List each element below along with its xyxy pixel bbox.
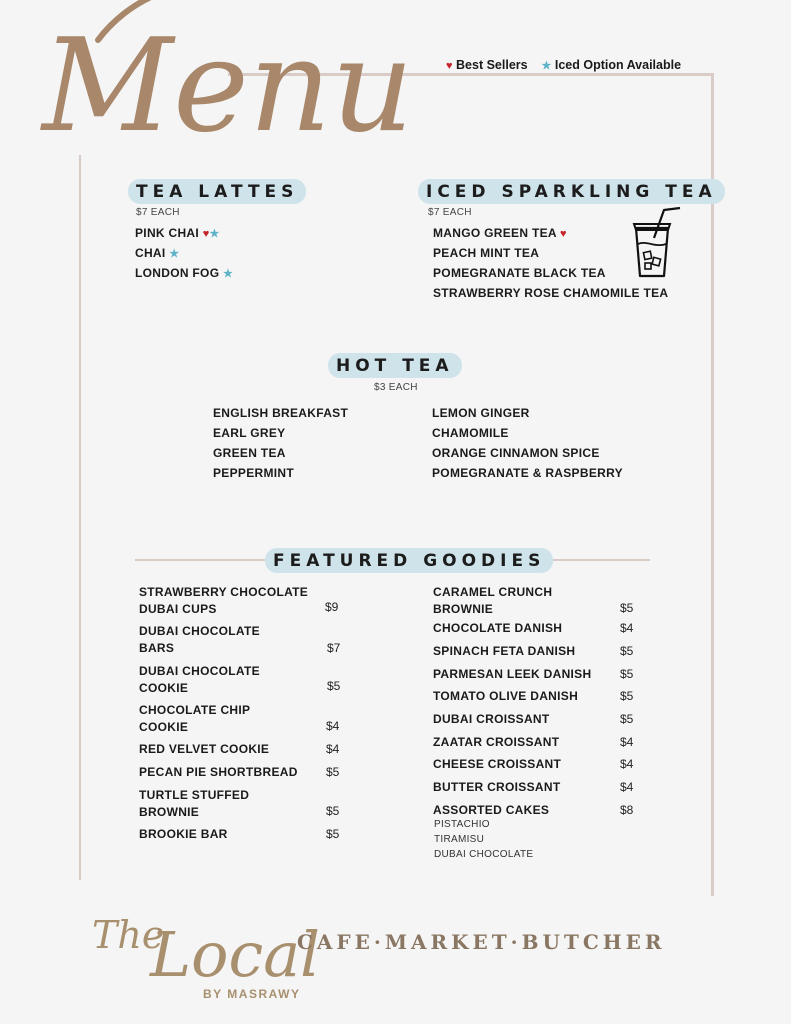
- tea-lattes-price: $7 EACH: [136, 207, 180, 218]
- iced-sparkling-heading: ICED SPARKLING TEA: [418, 179, 725, 204]
- goodie-price: $5: [327, 679, 341, 693]
- frame-left-line: [79, 155, 81, 880]
- goodie-price: $5: [620, 689, 634, 703]
- menu-item: POMEGRANATE BLACK TEA: [433, 266, 606, 280]
- menu-item: [135, 266, 233, 280]
- menu-item: GREEN TEA: [213, 446, 286, 460]
- hot-tea-heading: HOT TEA: [328, 353, 462, 378]
- tea-lattes-heading: TEA LATTES: [128, 179, 306, 204]
- item-label: STRAWBERRY CHOCOLATE: [139, 585, 309, 599]
- menu-item: [135, 226, 220, 240]
- by-masrawy: BY MASRAWY: [203, 987, 301, 1001]
- divider-left: [135, 559, 265, 561]
- goodie-price: $7: [327, 641, 341, 655]
- menu-item: CHAMOMILE: [432, 426, 509, 440]
- item-label-line2: COOKIE: [139, 681, 189, 695]
- goodie-item: [139, 664, 260, 695]
- star-icon: ★: [222, 268, 234, 280]
- goodie-item: [139, 703, 250, 734]
- menu-item: [135, 246, 179, 260]
- cake-flavor: TIRAMISU: [434, 834, 485, 845]
- goodie-price: $4: [326, 742, 340, 756]
- iced-sparkling-price: $7 EACH: [428, 207, 472, 218]
- item-label-line2: BARS: [139, 641, 175, 655]
- goodie-price: $9: [325, 600, 339, 614]
- item-label: CHOCOLATE CHIP: [139, 703, 251, 717]
- goodie-item: TOMATO OLIVE DANISH: [433, 689, 579, 703]
- heart-icon: ♥: [560, 228, 567, 240]
- menu-item: PEPPERMINT: [213, 466, 295, 480]
- cake-flavor: PISTACHIO: [434, 819, 490, 830]
- star-icon: ★: [169, 248, 180, 260]
- menu-item: ORANGE CINNAMON SPICE: [432, 446, 600, 460]
- iced-drink-icon: [628, 204, 686, 282]
- menu-script-title: [38, 0, 414, 180]
- item-label-line2: BROWNIE: [139, 805, 200, 819]
- item-label: CARAMEL CRUNCH: [433, 585, 553, 599]
- goodie-price: $5: [326, 804, 340, 818]
- goodie-price: $5: [620, 601, 634, 615]
- legend-best-sellers: Best Sellers: [456, 58, 528, 72]
- heart-icon: ♥: [202, 228, 210, 240]
- legend: [446, 58, 681, 72]
- hot-tea-price: $3 EACH: [374, 382, 418, 393]
- cake-flavor: DUBAI CHOCOLATE: [434, 849, 534, 860]
- goodie-price: $5: [326, 765, 340, 779]
- menu-item: EARL GREY: [213, 426, 286, 440]
- svg-text:Local: Local: [150, 918, 321, 991]
- brand-tagline: CAFE·MARKET·BUTCHER: [297, 930, 666, 954]
- heart-icon: ♥: [446, 60, 453, 72]
- menu-item: ENGLISH BREAKFAST: [213, 406, 349, 420]
- goodie-price: $4: [620, 735, 634, 749]
- item-label: CHAI: [135, 246, 166, 260]
- goodie-item: [139, 788, 249, 819]
- goodie-price: $5: [326, 827, 340, 841]
- item-label: DUBAI CHOCOLATE: [139, 624, 260, 638]
- menu-item: POMEGRANATE & RASPBERRY: [432, 466, 623, 480]
- item-label: TURTLE STUFFED: [139, 788, 250, 802]
- goodie-item: SPINACH FETA DANISH: [433, 644, 576, 658]
- goodie-price: $4: [620, 757, 634, 771]
- item-label: LONDON FOG: [135, 266, 220, 280]
- menu-item: LEMON GINGER: [432, 406, 530, 420]
- item-label-line2: BROWNIE: [433, 602, 494, 616]
- star-icon: ★: [541, 60, 552, 72]
- goodie-item: [139, 585, 308, 616]
- item-label-line2: COOKIE: [139, 720, 189, 734]
- goodie-price: $4: [326, 719, 340, 733]
- goodie-item: ZAATAR CROISSANT: [433, 735, 560, 749]
- goodie-item: CHEESE CROISSANT: [433, 757, 562, 771]
- goodie-item: BROOKIE BAR: [139, 827, 228, 841]
- goodie-item: ASSORTED CAKES: [433, 803, 550, 817]
- goodie-item: CHOCOLATE DANISH: [433, 621, 563, 635]
- menu-item: PEACH MINT TEA: [433, 246, 540, 260]
- menu-item: [433, 226, 567, 240]
- goodie-price: $8: [620, 803, 634, 817]
- item-label: MANGO GREEN TEA: [433, 226, 557, 240]
- svg-text:The: The: [92, 913, 165, 957]
- goodie-price: $5: [620, 712, 634, 726]
- featured-goodies-heading: FEATURED GOODIES: [265, 548, 553, 573]
- item-label: DUBAI CHOCOLATE: [139, 664, 260, 678]
- goodie-item: [433, 585, 552, 616]
- goodie-price: $4: [620, 621, 634, 635]
- item-label-line2: DUBAI CUPS: [139, 602, 217, 616]
- menu-title-text: Menu: [42, 12, 414, 161]
- star-icon: ★: [209, 228, 220, 240]
- menu-item: STRAWBERRY ROSE CHAMOMILE TEA: [433, 286, 669, 300]
- goodie-item: [139, 624, 260, 655]
- goodie-price: $5: [620, 644, 634, 658]
- goodie-price: $5: [620, 667, 634, 681]
- goodie-item: BUTTER CROISSANT: [433, 780, 561, 794]
- the-local-logo: [88, 888, 321, 991]
- goodie-price: $4: [620, 780, 634, 794]
- legend-iced: Iced Option Available: [554, 58, 682, 72]
- goodie-item: RED VELVET COOKIE: [139, 742, 270, 756]
- goodie-item: PECAN PIE SHORTBREAD: [139, 765, 298, 779]
- goodie-item: DUBAI CROISSANT: [433, 712, 550, 726]
- goodie-item: PARMESAN LEEK DANISH: [433, 667, 592, 681]
- item-label: PINK CHAI: [135, 226, 200, 240]
